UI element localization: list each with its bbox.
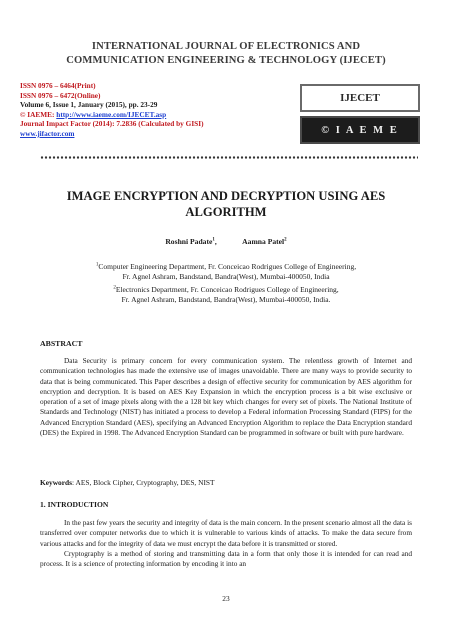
author-affil-mark: 2 [284,237,287,243]
affiliation-2 [30,285,422,305]
iaeme-label: © IAEME: [20,109,57,119]
issn-print: ISSN 0976 – 6464(Print) [20,81,96,90]
journal-title-line1: INTERNATIONAL JOURNAL OF ELECTRONICS AND [91,41,361,52]
journal-title [20,40,432,68]
author-list [0,237,452,246]
affiliation-1 [30,262,422,282]
keywords-text: : AES, Block Cipher, Cryptography, DES, NIST [72,478,215,487]
author-affil-mark: 1 [212,237,215,243]
paper-title-line1: IMAGE ENCRYPTION AND DECRYPTION USING AES [66,189,386,203]
author-name: Aamna Patel [242,237,285,246]
iaeme-logo-badge: © I A E M E [300,116,420,144]
affil-line: Electronics Department, Fr. Conceicao Rodrigues College of Engineering, [115,285,339,294]
volume-info: Volume 6, Issue 1, January (2015), pp. 23-29 [20,100,158,110]
abstract-paragraph: Data Security is primary concern for every communication system. The relentless growth of Internet and communication technologies has made the extensive use of images unavoidable. There are many ways to provide security to data that is being communicated. This Paper describes a design of effective security for communication by AES algorithm for encryption and decryption. It is based on AES Key Expansion in which the encryption process is a bit wise exclusive or operation of a set of image pixels along with the a 128 bit key which changes for every set of pixels. The National Institute of Standards and Technology (NIST) has initiated a process to develop a Federal information Processing Standard (FIPS) for the Advanced Encryption Standard (AES), specifying an Advanced Encryption Algorithm to replace the Data Encryption standard (DES) the Expired in 1998. The Advanced Encryption Standard can be programmed in software or built with pure hardware. [40,356,412,438]
introduction-body [40,518,412,569]
author-name: Roshni Padate [165,237,213,246]
dotted-divider [40,156,418,159]
author-separator: , [214,237,217,246]
jifactor-link[interactable]: www.jifactor.com [20,128,75,138]
intro-paragraph-1: In the past few years the security and integrity of data is the main concern. In the present scenario almost all the data is transferred over computer networks due to which it is vulnerable to various kinds of attacks. To make the data secure from various attacks and for the integrity of data we must encrypt the data before it is transmitted or stored. [40,518,412,548]
affil-mark: 2 [113,285,116,291]
page-number: 23 [222,594,230,603]
affil-mark: 1 [95,262,99,268]
iaeme-line [20,110,290,120]
issn-online: ISSN 0976 – 6472(Online) [20,90,101,100]
affil-line: Fr. Agnel Ashram, Bandstand, Bandra(West), Mumbai-400050, India [122,272,330,281]
intro-paragraph-2: Cryptography is a method of storing and transmitting data in a form that only those it is intended for can read and process. It is a science of protecting information by encoding it into an [40,548,412,569]
impact-factor: Journal Impact Factor (2014): 7.2836 (Calculated by GISI) [20,119,204,129]
abstract-body [40,356,412,438]
keywords-line [40,478,412,487]
iaeme-link[interactable]: http://www.iaeme.com/IJECET.asp [56,109,167,119]
paper-title-line2: ALGORITHM [185,205,267,219]
affil-line: Fr. Agnel Ashram, Bandstand, Bandra(West), Mumbai-400050, India. [121,295,331,304]
abstract-heading: ABSTRACT [40,339,83,348]
journal-title-line2: COMMUNICATION ENGINEERING & TECHNOLOGY (IJECET) [66,55,386,66]
introduction-heading: 1. INTRODUCTION [40,500,109,509]
keywords-label: Keywords [40,478,73,487]
journal-metadata [20,81,290,139]
ijecet-badge: IJECET [300,84,420,112]
paper-title [30,188,422,220]
affil-line: Computer Engineering Department, Fr. Conceicao Rodrigues College of Engineering, [98,262,357,271]
